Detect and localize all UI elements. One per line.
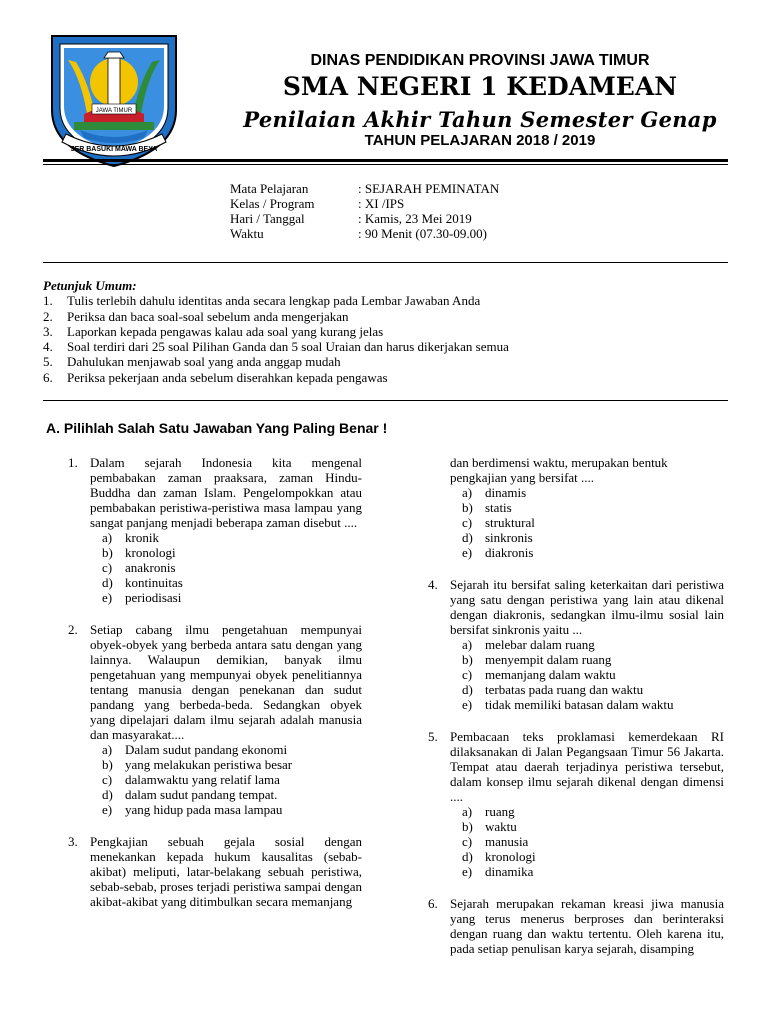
question: [428, 896, 724, 956]
question: [68, 622, 362, 817]
answer-option: [102, 545, 362, 560]
answer-options: [90, 530, 362, 605]
answer-option: [102, 772, 362, 787]
answer-option: [462, 637, 724, 652]
option-text: anakronis: [125, 560, 176, 575]
option-letter: a): [462, 804, 473, 819]
option-letter: a): [102, 530, 113, 545]
question-number: 1.: [68, 455, 78, 470]
question-number: 6.: [428, 896, 438, 911]
instruction-number: 6.: [43, 369, 53, 385]
question-text: Setiap cabang ilmu pengetahuan mempunyai obyek-obyek yang berbeda antara satu dengan yang lainnya. Walaupun demikian, banyak ilmu pengetahuan yang mempunyai obyek penelitiannya tentang manusia dengan penekanan dan sudut pandang yang berbeda-beda. Sedangkan obyek yang dipelajari dalam ilmu sejarah adalah manusia dan masyarakat....: [90, 622, 362, 742]
answer-option: [462, 667, 724, 682]
answer-option: [102, 757, 362, 772]
answer-option: [102, 742, 362, 757]
option-letter: d): [102, 787, 113, 802]
general-instructions: [43, 278, 723, 385]
option-letter: b): [102, 545, 113, 560]
info-label: Kelas / Program: [230, 196, 315, 211]
option-text: terbatas pada ruang dan waktu: [485, 682, 644, 697]
section-a-heading: A. Pilihlah Salah Satu Jawaban Yang Paling Benar !: [46, 420, 388, 436]
option-letter: d): [462, 682, 473, 697]
option-letter: b): [462, 652, 473, 667]
info-label: Mata Pelajaran: [230, 181, 309, 196]
option-text: dinamika: [485, 864, 534, 879]
info-label: Waktu: [230, 226, 264, 241]
instruction-item: [43, 293, 723, 308]
option-letter: e): [102, 590, 113, 605]
option-letter: a): [462, 485, 473, 500]
answer-option: [462, 515, 724, 530]
info-value: : Kamis, 23 Mei 2019: [358, 211, 472, 226]
question-number: 4.: [428, 577, 438, 592]
instruction-text: Dahulukan menjawab soal yang anda anggap mudah: [67, 354, 341, 370]
question-number: 5.: [428, 729, 438, 744]
option-letter: e): [462, 545, 473, 560]
east-java-emblem-icon: [44, 30, 184, 170]
option-text: dalam sudut pandang tempat.: [125, 787, 278, 802]
answer-option: [462, 500, 724, 515]
info-divider: [43, 262, 728, 263]
option-text: memanjang dalam waktu: [485, 667, 616, 682]
question-text: Pengkajian sebuah gejala sosial dengan menekankan kepada hukum kausalitas (sebab-akibat) meliputi, latar-belakang sebuah peristiwa, sebab-sebab, proses terjadi peristiwa sampai dengan akibat-akibat yang ditimbulkan secara memanjang: [90, 834, 362, 909]
option-letter: c): [102, 772, 113, 787]
option-letter: d): [462, 530, 473, 545]
question-text: Sejarah itu bersifat saling keterkaitan dari peristiwa yang satu dengan peristiwa yang lain atau dikenal dengan diakronis, sedangkan ilmu-ilmu sosial lain bersifat sinkronis yaitu ...: [450, 577, 724, 637]
header-school: SMA NEGERI 1 KEDAMEAN: [282, 72, 678, 101]
option-letter: d): [462, 849, 473, 864]
option-text: yang melakukan peristiwa besar: [125, 757, 293, 772]
option-letter: b): [102, 757, 113, 772]
question: [428, 577, 724, 712]
answer-option: [462, 697, 724, 712]
instruction-text: Soal terdiri dari 25 soal Pilihan Ganda dan 5 soal Uraian dan harus dikerjakan semua: [67, 339, 509, 355]
option-text: kronologi: [485, 849, 536, 864]
question-continuation: [428, 455, 724, 560]
questions-right-column: [428, 455, 724, 973]
instruction-text: Laporkan kepada pengawas kalau ada soal yang kurang jelas: [67, 323, 384, 339]
answer-option: [462, 682, 724, 697]
logo-banner: JAWA TIMUR: [95, 108, 133, 114]
question-number: 3.: [68, 834, 78, 849]
option-letter: c): [102, 560, 113, 575]
answer-option: [102, 802, 362, 817]
info-value: : 90 Menit (07.30-09.00): [358, 226, 487, 241]
header-year: TAHUN PELAJARAN 2018 / 2019: [364, 132, 596, 149]
instruction-number: 4.: [43, 339, 53, 355]
answer-option: [102, 787, 362, 802]
option-text: statis: [485, 500, 512, 515]
question-text: Sejarah merupakan rekaman kreasi jiwa manusia yang terus menerus berproses dan berinteraksi dengan ruang dan waktu tertentu. Oleh karena itu, pada setiap penulisan karya sejarah, disamping: [450, 896, 724, 956]
question-number: 2.: [68, 622, 78, 637]
instruction-item: [43, 370, 723, 385]
option-text: manusia: [485, 834, 529, 849]
question-text: dan berdimensi waktu, merupakan bentuk pengkajian yang bersifat ....: [450, 455, 668, 485]
answer-option: [462, 545, 724, 560]
option-letter: a): [102, 742, 113, 757]
option-text: tidak memiliki batasan dalam waktu: [485, 697, 674, 712]
answer-option: [102, 575, 362, 590]
info-value: : XI /IPS: [358, 196, 405, 211]
instruction-text: Periksa dan baca soal-soal sebelum anda mengerjakan: [67, 308, 349, 324]
option-text: yang hidup pada masa lampau: [125, 802, 283, 817]
option-text: kronologi: [125, 545, 176, 560]
instruction-number: 5.: [43, 354, 53, 370]
option-letter: c): [462, 515, 473, 530]
option-text: kontinuitas: [125, 575, 183, 590]
instruction-number: 2.: [43, 308, 53, 324]
answer-options: [450, 804, 724, 879]
question: [428, 729, 724, 879]
answer-option: [102, 590, 362, 605]
option-letter: b): [462, 819, 473, 834]
instructions-divider: [43, 400, 728, 401]
instruction-item: [43, 339, 723, 354]
option-text: waktu: [485, 819, 517, 834]
header-divider-thick: [43, 159, 728, 162]
option-text: ruang: [485, 804, 515, 819]
answer-option: [462, 849, 724, 864]
option-letter: e): [102, 802, 113, 817]
option-text: dinamis: [485, 485, 527, 500]
question-text: Pembacaan teks proklamasi kemerdekaan RI dilaksanakan di Jalan Pegangsaan Timur 56 Jakarta. Tempat atau daerah terjadinya peristiwa tersebut, dalam konsep ilmu sejarah dikenal dengan dimensi ....: [450, 729, 724, 804]
option-text: kronik: [125, 530, 159, 545]
option-letter: d): [102, 575, 113, 590]
instruction-number: 1.: [43, 293, 53, 309]
answer-option: [462, 652, 724, 667]
option-text: diakronis: [485, 545, 534, 560]
answer-option: [102, 530, 362, 545]
option-text: dalamwaktu yang relatif lama: [125, 772, 280, 787]
instruction-text: Tulis terlebih dahulu identitas anda secara lengkap pada Lembar Jawaban Anda: [67, 293, 481, 309]
question-text: Dalam sejarah Indonesia kita mengenal pembabakan zaman praaksara, zaman Hindu-Buddha dan zaman Islam. Pengelompokkan atau pembabakan peristiwa-peristiwa masa lampau yang sangat panjang menjadi beberapa zaman disebut ....: [90, 455, 362, 530]
answer-options: [450, 485, 724, 560]
instruction-item: [43, 309, 723, 324]
header-exam-title: Penilaian Akhir Tahun Semester Genap: [243, 107, 717, 132]
answer-option: [462, 804, 724, 819]
option-text: melebar dalam ruang: [485, 637, 595, 652]
option-text: periodisasi: [125, 590, 182, 605]
answer-option: [462, 864, 724, 879]
logo-motto: JER BASUKI MAWA BEYA: [70, 146, 158, 153]
option-letter: c): [462, 667, 473, 682]
option-letter: a): [462, 637, 473, 652]
option-letter: c): [462, 834, 473, 849]
answer-options: [90, 742, 362, 817]
info-value: : SEJARAH PEMINATAN: [358, 181, 500, 196]
header-divider-thin: [43, 164, 728, 165]
instruction-number: 3.: [43, 323, 53, 339]
questions-left-column: [68, 455, 362, 926]
answer-options: [450, 637, 724, 712]
info-label: Hari / Tanggal: [230, 211, 305, 226]
option-text: struktural: [485, 515, 535, 530]
answer-option: [462, 530, 724, 545]
instruction-item: [43, 354, 723, 369]
option-letter: e): [462, 697, 473, 712]
answer-option: [102, 560, 362, 575]
instruction-text: Periksa pekerjaan anda sebelum diserahkan kepada pengawas: [67, 369, 388, 385]
option-text: Dalam sudut pandang ekonomi: [125, 742, 288, 757]
option-letter: e): [462, 864, 473, 879]
option-text: menyempit dalam ruang: [485, 652, 612, 667]
option-text: sinkronis: [485, 530, 533, 545]
option-letter: b): [462, 500, 473, 515]
answer-option: [462, 485, 724, 500]
answer-option: [462, 819, 724, 834]
instructions-title: Petunjuk Umum:: [43, 278, 137, 293]
answer-option: [462, 834, 724, 849]
header-agency: DINAS PENDIDIKAN PROVINSI JAWA TIMUR: [310, 52, 650, 69]
question: [68, 455, 362, 605]
instruction-item: [43, 324, 723, 339]
question: [68, 834, 362, 909]
